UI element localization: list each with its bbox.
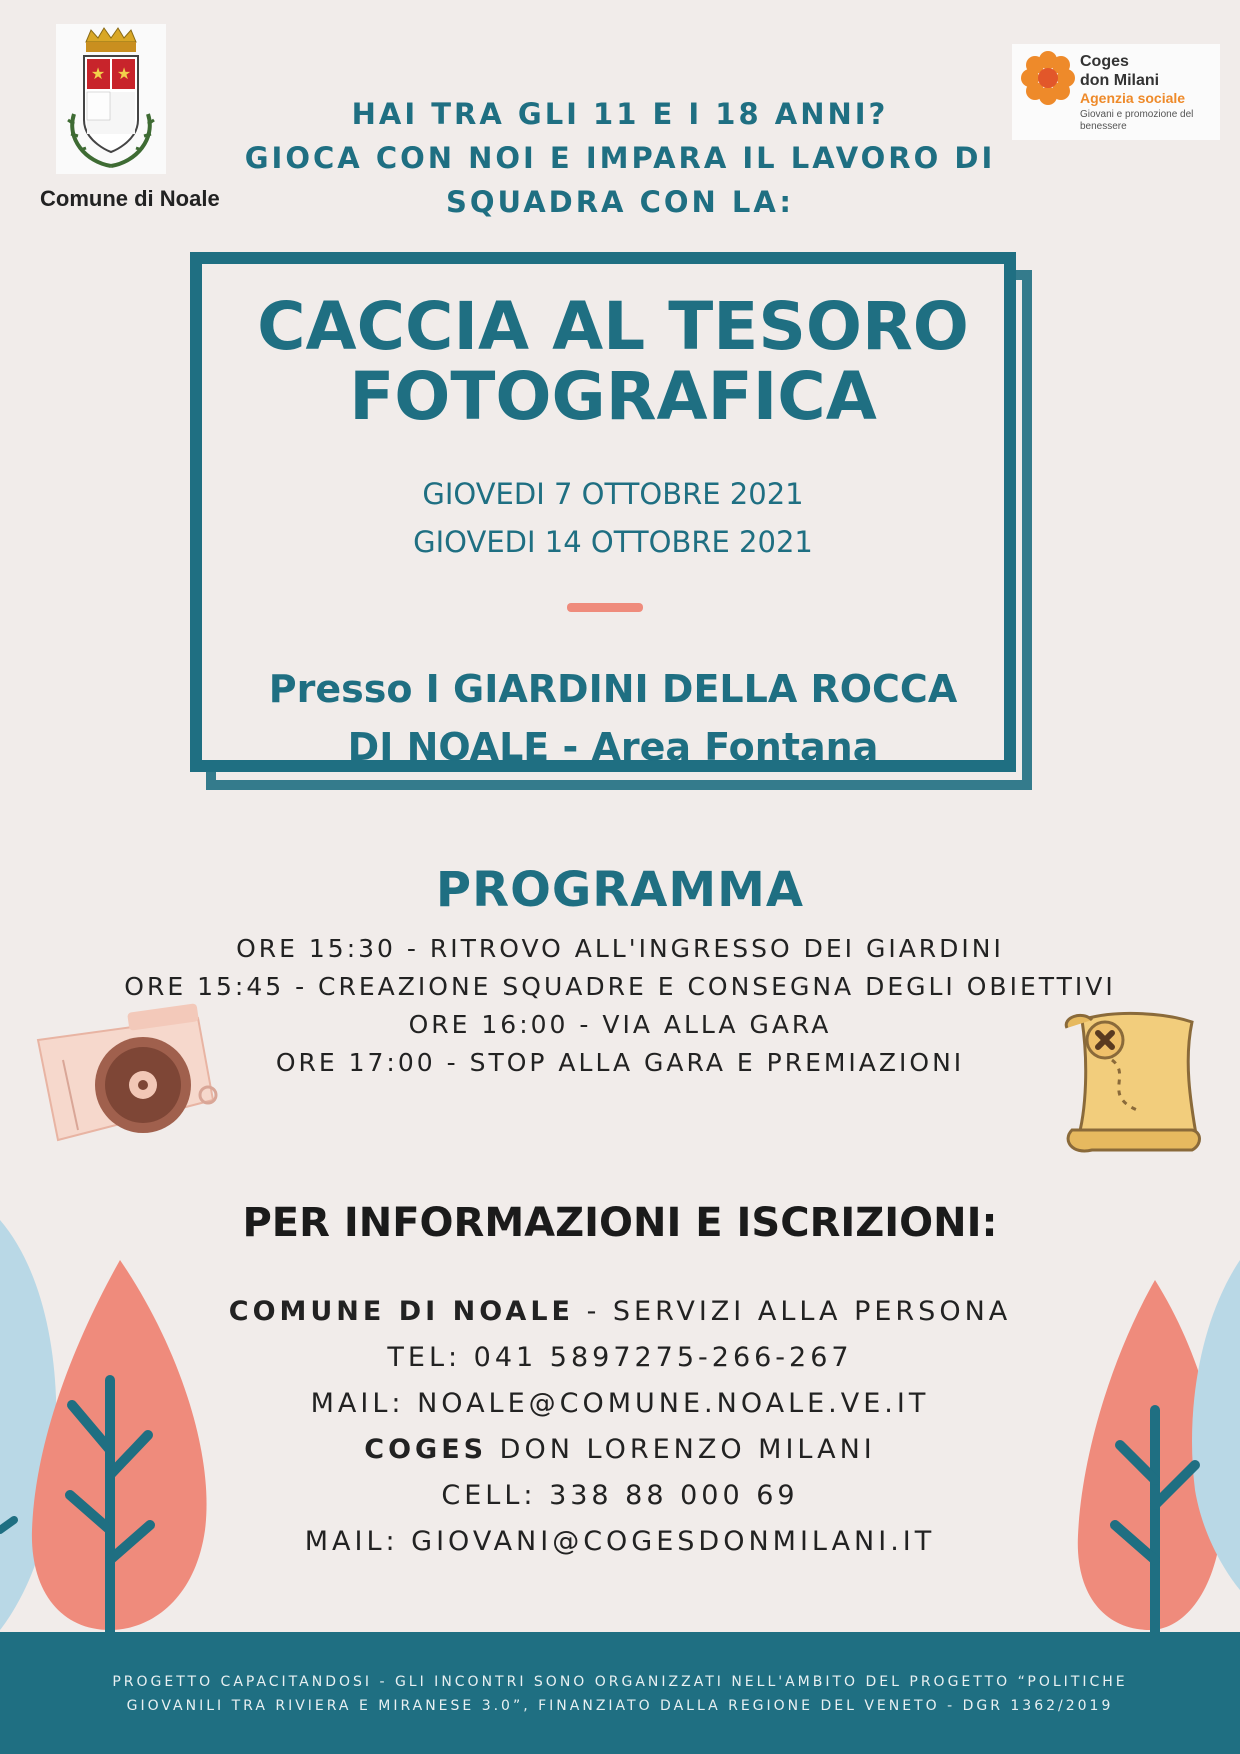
coat-of-arms-icon [56,24,166,174]
comune-logo [56,24,166,174]
svg-text:★: ★ [90,64,106,83]
footer-line-2: GIOVANILI TRA RIVIERA E MIRANESE 3.0”, FINANZIATO DALLA REGIONE DEL VENETO - DGR 1362/2019 [126,1698,1114,1714]
event-place [200,660,1026,776]
intro-line-3: SQUADRA CON LA: [446,185,794,219]
contact-coges-line [0,1434,1240,1465]
coges-logo-name-line1: Coges [1080,53,1129,70]
intro-line-2: GIOCA CON NOI E IMPARA IL LAVORO DI [244,141,996,175]
coges-logo-tagline: Giovani e promozione del benessere [1080,109,1194,132]
footer-line-1: PROGETTO CAPACITANDOSI - GLI INCONTRI SONO ORGANIZZATI NELL'AMBITO DEL PROGETTO “POLITICHE [112,1674,1128,1690]
event-date-2: GIOVEDI 14 OTTOBRE 2021 [413,525,813,559]
program-title: PROGRAMMA [435,862,805,918]
contact-coges-cell[interactable]: CELL: 338 88 000 69 [441,1480,799,1511]
contact-coges-rest: DON LORENZO MILANI [487,1434,876,1465]
program-item-3: ORE 16:00 - VIA ALLA GARA [408,1010,832,1039]
tree-left-decoration [0,1200,230,1640]
event-place-line1: Presso I GIARDINI DELLA ROCCA [268,667,958,711]
coges-logo-subtitle: Agenzia sociale [1080,90,1186,106]
contact-comune-mail[interactable]: MAIL: NOALE@COMUNE.NOALE.VE.IT [310,1388,930,1419]
contact-comune-tel[interactable]: TEL: 041 5897275-266-267 [387,1342,853,1373]
event-date-1: GIOVEDI 7 OTTOBRE 2021 [422,477,804,511]
footer-text [40,1670,1200,1718]
contact-coges-name: COGES [364,1434,488,1465]
camera-icon [28,1000,228,1150]
coges-logo-name [1080,52,1159,90]
event-title-line2: FOTOGRAFICA [349,358,877,435]
contact-coges-mail[interactable]: MAIL: GIOVANI@COGESDONMILANI.IT [304,1526,936,1557]
program-item-1: ORE 15:30 - RITROVO ALL'INGRESSO DEI GIARDINI [236,934,1004,963]
svg-text:★: ★ [116,64,132,83]
event-title [200,288,1026,435]
event-title-line1: CACCIA AL TESORO [257,288,969,365]
intro-line-1: HAI TRA GLI 11 E I 18 ANNI? [351,97,889,131]
treasure-map-icon [1052,1000,1212,1160]
info-title: PER INFORMAZIONI E ISCRIZIONI: [242,1200,998,1246]
coges-logo-name-line2: don Milani [1080,72,1160,89]
contact-comune-name: COMUNE DI NOALE [228,1296,574,1327]
coral-divider [567,603,643,612]
event-place-line2: DI NOALE - Area Fontana [347,725,879,769]
contact-comune-dept: - SERVIZI ALLA PERSONA [573,1296,1012,1327]
program-item-2: ORE 15:45 - CREAZIONE SQUADRE E CONSEGNA DEGLI OBIETTIVI [124,972,1116,1001]
program-item-4: ORE 17:00 - STOP ALLA GARA E PREMIAZIONI [275,1048,965,1077]
contact-comune-line [0,1296,1240,1327]
intro-text [200,92,1040,224]
comune-label: Comune di Noale [40,186,220,211]
